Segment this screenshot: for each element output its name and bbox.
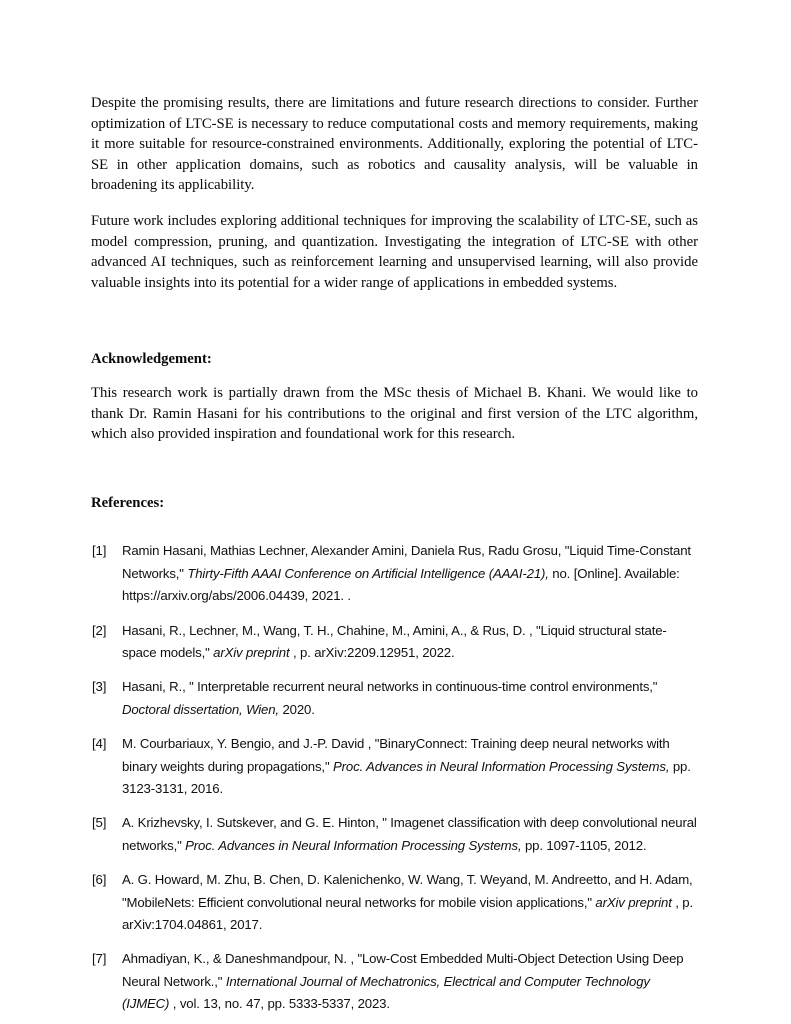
reference-item — [91, 676, 698, 721]
reference-number: [3] — [92, 679, 107, 695]
limitations-paragraph: Despite the promising results, there are limitations and future research directions to consider. Further optimization of LTC-SE is necessary to reduce computational costs and memory requirements, making it more suitable for resource-constrained environments. Additionally, exploring the potential of LTC-SE in other application domains, such as robotics and causality analysis, will be valuable in broadening its applicability. — [91, 95, 698, 194]
reference-title-italic: Doctoral dissertation, Wien, — [122, 701, 279, 717]
reference-item — [91, 948, 698, 1015]
reference-item — [91, 869, 698, 936]
reference-item — [91, 812, 698, 857]
reference-text-run: Ramin Hasani, Mathias Lechner, Alexander Amini, Daniela Rus, Radu Grosu, "Liquid Time-Constant Networks," — [122, 543, 691, 581]
reference-list — [91, 540, 698, 1015]
acknowledgement-heading: Acknowledgement: — [91, 351, 212, 368]
reference-text-run: 2020. — [278, 701, 315, 717]
reference-text-run: , p. arXiv:2209.12951, 2022. — [289, 644, 455, 660]
reference-number: [7] — [92, 951, 107, 967]
reference-text — [122, 736, 691, 796]
reference-text-run: Hasani, R., " Interpretable recurrent neural networks in continuous-time control environments," — [122, 679, 658, 695]
reference-number: [4] — [92, 736, 107, 752]
reference-text — [122, 815, 697, 852]
reference-text-run: Hasani, R., Lechner, M., Wang, T. H., Chahine, M., Amini, A., & Rus, D. , "Liquid structural state-space models," — [122, 622, 667, 660]
spacer-before-references — [91, 460, 698, 493]
reference-number: [2] — [92, 622, 107, 638]
reference-text-run: pp. 3123-3131, 2016. — [122, 758, 691, 796]
reference-text — [122, 679, 657, 716]
reference-title-italic: Proc. Advances in Neural Information Processing Systems, — [333, 758, 670, 774]
spacer-after-references-heading — [91, 513, 698, 540]
acknowledgement-paragraph: This research work is partially drawn from the MSc thesis of Michael B. Khani. We would like to thank Dr. Ramin Hasani for his contributions to the original and first version of the LTC algorithm, which also provided inspiration and foundational work for this research. — [91, 384, 698, 443]
reference-text-run: A. G. Howard, M. Zhu, B. Chen, D. Kalenichenko, W. Wang, T. Weyand, M. Andreetto, and H. Adam, "MobileNets: Efficient convolutional neural networks for mobile vision applications," — [122, 872, 693, 910]
reference-title-italic: Thirty-Fifth AAAI Conference on Artificial Intelligence (AAAI-21), — [187, 565, 549, 581]
reference-text-run: no. [Online]. Available: https://arxiv.org/abs/2006.04439, 2021. . — [122, 565, 680, 604]
reference-text-run: A. Krizhevsky, I. Sutskever, and G. E. Hinton, " Imagenet classification with deep convolutional neural networks," — [122, 815, 697, 853]
reference-title-italic: International Journal of Mechatronics, Electrical and Computer Technology (IJMEC) — [122, 973, 650, 1012]
reference-text — [122, 543, 691, 603]
reference-title-italic: arXiv preprint — [595, 894, 672, 910]
reference-number: [5] — [92, 815, 107, 831]
spacer-before-acknowledgement — [91, 308, 698, 349]
references-heading: References: — [91, 494, 165, 511]
reference-number: [1] — [92, 543, 107, 559]
future-work-paragraph: Future work includes exploring additional techniques for improving the scalability of LTC-SE, such as model compression, pruning, and quantization. Investigating the integration of LTC-SE with other advanced AI techniques, such as reinforcement learning and unsupervised learning, will also provide valuable insights into its potential for a wider range of applications in embedded systems. — [91, 212, 698, 291]
reference-title-italic: Proc. Advances in Neural Information Processing Systems, — [185, 837, 522, 853]
reference-text — [122, 623, 667, 660]
reference-text — [122, 872, 693, 932]
reference-item — [91, 540, 698, 607]
reference-text-run: , vol. 13, no. 47, pp. 5333-5337, 2023. — [169, 996, 390, 1012]
reference-text-run: , p. arXiv:1704.04861, 2017. — [122, 894, 693, 932]
reference-text-run: M. Courbariaux, Y. Bengio, and J.-P. David , "BinaryConnect: Training deep neural networks with binary weights during propagations," — [122, 736, 670, 774]
reference-title-italic: arXiv preprint — [213, 644, 290, 660]
reference-number: [6] — [92, 872, 107, 888]
spacer-after-acknowledgement-heading — [91, 370, 698, 383]
reference-text-run: pp. 1097-1105, 2012. — [521, 837, 647, 853]
reference-text-run: Ahmadiyan, K., & Daneshmandpour, N. , "Low-Cost Embedded Multi-Object Detection Using Deep Neural Network.," — [122, 951, 684, 989]
reference-text — [122, 951, 683, 1011]
page-content — [91, 93, 698, 1016]
reference-item — [91, 620, 698, 665]
reference-item — [91, 733, 698, 800]
